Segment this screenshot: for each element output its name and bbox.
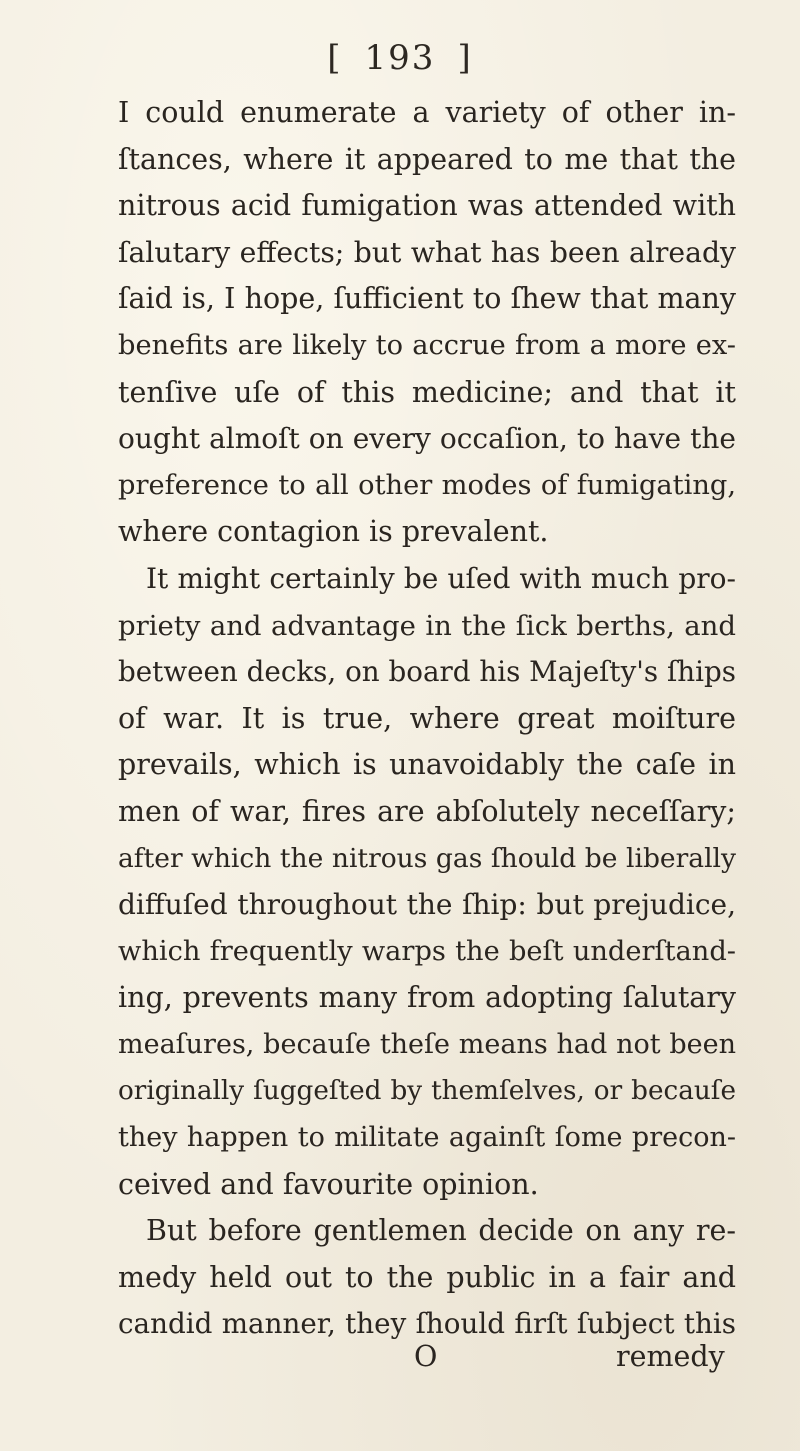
text-line: diffuſed throughout the ſhip: but prejudice, <box>118 888 736 922</box>
text-line: But before gentlemen decide on any re- <box>146 1214 736 1248</box>
text-line: candid manner, they ſhould firſt ſubject this <box>118 1307 736 1341</box>
signature-mark: O <box>414 1340 438 1373</box>
text-line: ing, prevents many from adopting ſalutary <box>118 981 736 1015</box>
page-header <box>0 38 800 78</box>
text-line: prevails, which is unavoidably the caſe in <box>118 748 736 782</box>
text-line: between decks, on board his Majeſty's ſhips <box>118 655 736 689</box>
text-line: tenſive uſe of this medicine; and that it <box>118 375 736 409</box>
text-line: after which the nitrous gas ſhould be liberally <box>118 842 736 874</box>
text-line: ſtances, where it appeared to me that the <box>118 142 736 176</box>
text-line: ſalutary effects; but what has been already <box>118 235 736 269</box>
text-line: originally ſuggeſted by themſelves, or becauſe <box>118 1076 736 1107</box>
text-line: benefits are likely to accrue from a more ex- <box>118 329 736 361</box>
text-line: nitrous acid fumigation was attended with <box>118 189 736 223</box>
text-line: I could enumerate a variety of other in- <box>118 96 736 129</box>
text-line: It might certainly be uſed with much pro- <box>146 561 736 595</box>
text-line: of war. It is true, where great moiſture <box>118 701 736 735</box>
text-line: meaſures, becauſe theſe means had not been <box>118 1028 736 1060</box>
body-text <box>118 90 736 1348</box>
page-footer <box>0 1334 800 1380</box>
text-line: ought almoſt on every occaſion, to have the <box>118 422 736 456</box>
right-bracket: ] <box>457 38 473 78</box>
page-number: 193 <box>364 38 436 78</box>
catchword: remedy <box>616 1340 725 1373</box>
text-line: priety and advantage in the ſick berths, and <box>118 609 736 642</box>
text-line: where contagion is prevalent. <box>118 515 549 549</box>
left-bracket: [ <box>327 38 343 78</box>
text-line: ſaid is, I hope, ſufficient to ſhew that many <box>118 282 736 316</box>
text-line: which frequently warps the beſt underſtand- <box>118 935 736 967</box>
text-line: men of war, fires are abſolutely neceſſary; <box>118 794 736 828</box>
text-line: they happen to militate againſt ſome precon- <box>118 1122 736 1154</box>
text-line: medy held out to the public in a fair and <box>118 1260 736 1294</box>
text-line: preference to all other modes of fumigating, <box>118 469 736 501</box>
text-line: ceived and favourite opinion. <box>118 1167 539 1201</box>
